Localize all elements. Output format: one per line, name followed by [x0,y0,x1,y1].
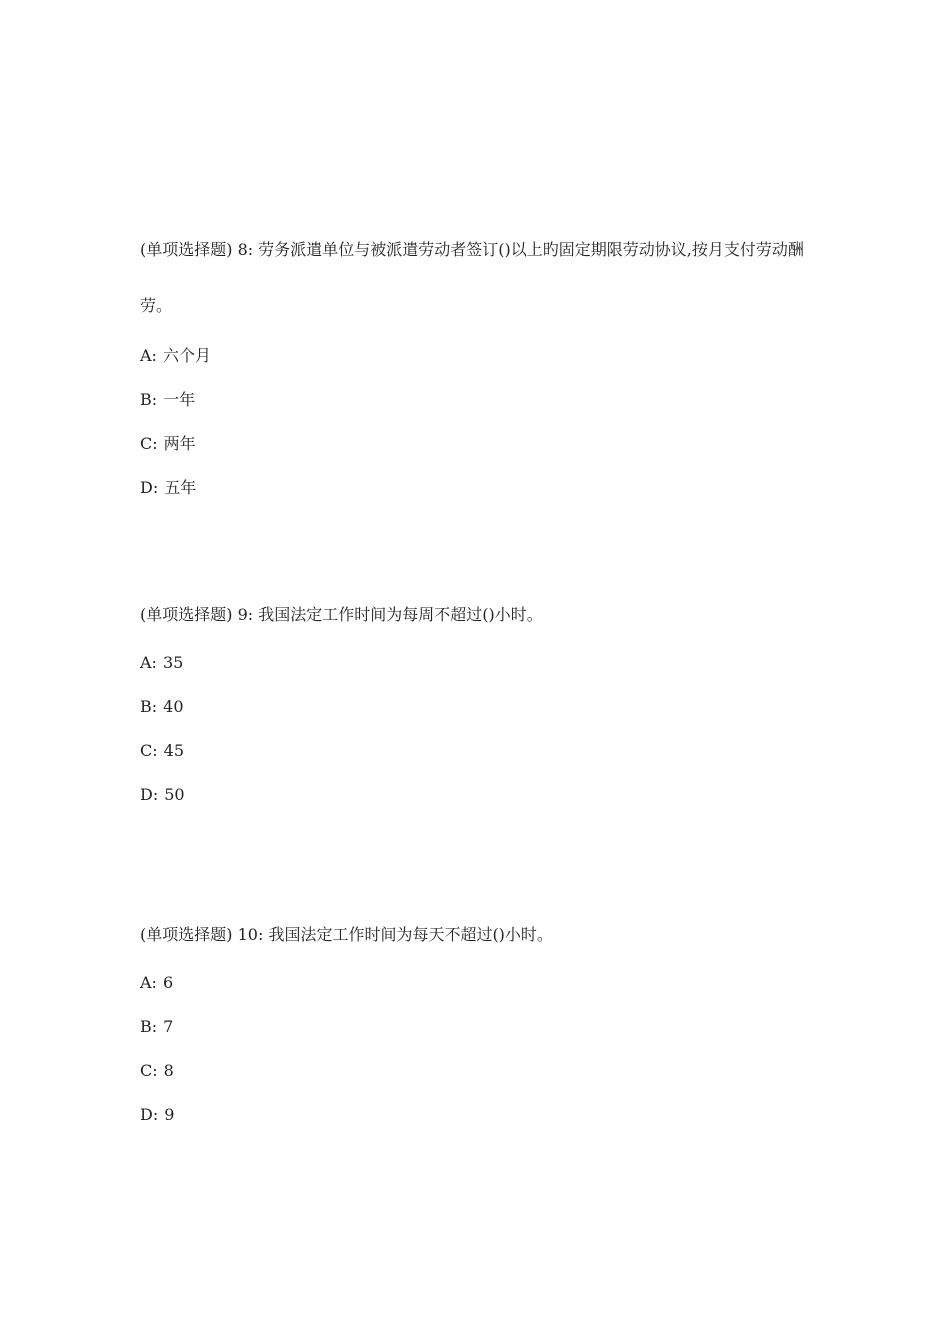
option-letter: C: [140,434,158,453]
question-text [140,908,830,961]
option-letter: C: [140,741,158,760]
option-text: 7 [163,1017,174,1036]
question-number: 9: [237,605,254,624]
option-d [140,773,830,817]
question-9 [140,588,830,817]
option-letter: B: [140,1017,158,1036]
option-text: 两年 [163,434,196,453]
option-a [140,961,830,1005]
option-letter: A: [140,346,157,365]
option-list [140,641,830,817]
option-text: 六个月 [162,346,211,365]
question-text [140,222,830,334]
option-a [140,334,830,378]
option-letter: B: [140,390,158,409]
option-letter: D: [140,478,159,497]
question-type-label: (单项选择题) [140,925,233,944]
question-number: 8: [237,240,254,259]
option-text: 35 [162,653,184,672]
option-text: 40 [163,697,184,716]
option-b [140,1005,830,1049]
option-text: 一年 [163,390,196,409]
option-c [140,1049,830,1093]
question-body: 劳务派遣单位与被派遣劳动者签订()以上旳固定期限劳动协议,按月支付劳动酬劳。 [140,240,804,315]
option-text: 6 [162,973,174,992]
option-letter: A: [140,973,157,992]
option-list [140,334,830,510]
question-10 [140,908,830,1137]
option-text: 50 [164,785,185,804]
option-b [140,378,830,422]
option-d [140,466,830,510]
option-text: 五年 [164,478,197,497]
option-letter: A: [140,653,157,672]
option-text: 45 [163,741,184,760]
option-letter: D: [140,1105,159,1124]
option-b [140,685,830,729]
option-list [140,961,830,1137]
option-text: 9 [164,1105,175,1124]
question-type-label: (单项选择题) [140,240,233,259]
option-text: 8 [163,1061,174,1080]
question-number: 10: [237,925,264,944]
question-body: 我国法定工作时间为每周不超过()小时。 [258,605,543,624]
option-a [140,641,830,685]
option-letter: D: [140,785,159,804]
option-letter: C: [140,1061,158,1080]
option-d [140,1093,830,1137]
question-type-label: (单项选择题) [140,605,233,624]
question-text [140,588,830,641]
question-8 [140,222,830,510]
option-letter: B: [140,697,158,716]
option-c [140,422,830,466]
option-c [140,729,830,773]
question-body: 我国法定工作时间为每天不超过()小时。 [268,925,553,944]
